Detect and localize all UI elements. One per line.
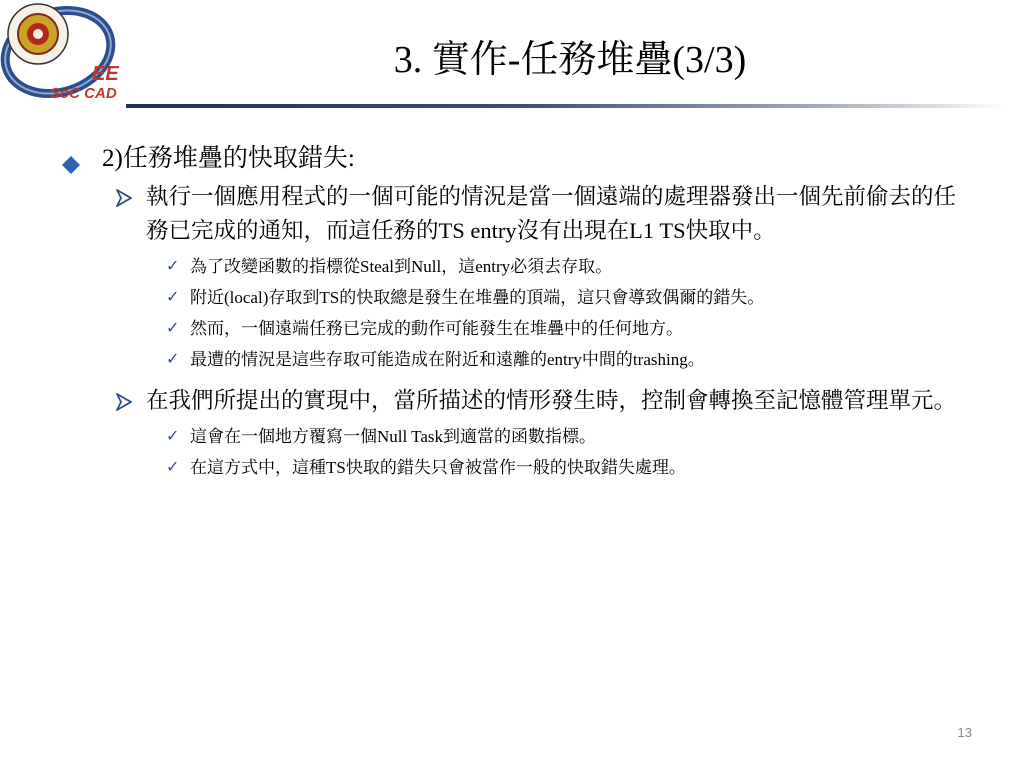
slide-title: 3. 實作-任務堆疊(3/3) xyxy=(393,39,747,81)
diamond-icon xyxy=(62,150,80,168)
ee-soc-cad-logo xyxy=(0,0,122,104)
level3-item xyxy=(62,255,962,279)
checkmark-icon: ✓ xyxy=(166,351,180,368)
arrow-icon xyxy=(116,189,132,210)
level2-item-1 xyxy=(62,180,962,248)
checkmark-icon: ✓ xyxy=(166,459,180,476)
level1-item xyxy=(62,142,962,176)
logo-soc-cad-text: SoC CAD xyxy=(50,85,117,102)
level1-text: 2)任務堆疊的快取錯失: xyxy=(102,145,355,172)
level3-text: 最遭的情況是這些存取可能造成在附近和遠離的entry中間的trashing。 xyxy=(190,350,705,369)
checkmark-icon: ✓ xyxy=(166,289,180,306)
level3-text: 為了改變函數的指標從Steal到Null，這entry必須去存取。 xyxy=(190,257,613,276)
level3-text: 附近(local)存取到TS的快取總是發生在堆疊的頂端，這只會導致偶爾的錯失。 xyxy=(190,288,765,307)
level2-item-2 xyxy=(62,384,962,418)
level2-text: 在我們所提出的實現中，當所描述的情形發生時，控制會轉換至記憶體管理單元。 xyxy=(146,388,957,413)
checkmark-icon: ✓ xyxy=(166,428,180,445)
level3-item xyxy=(62,425,962,449)
level3-text: 這會在一個地方覆寫一個Null Task到適當的函數指標。 xyxy=(190,427,597,446)
checkmark-icon: ✓ xyxy=(166,320,180,337)
slide-content xyxy=(62,142,962,480)
level3-text: 在這方式中，這種TS快取的錯失只會被當作一般的快取錯失處理。 xyxy=(190,458,686,477)
level3-item xyxy=(62,317,962,341)
page-number: 13 xyxy=(957,725,972,740)
title-divider xyxy=(126,104,1008,108)
checkmark-icon: ✓ xyxy=(166,258,180,275)
arrow-icon xyxy=(116,393,132,414)
logo-ee-text: EE xyxy=(92,63,119,85)
level3-text: 然而，一個遠端任務已完成的動作可能發生在堆疊中的任何地方。 xyxy=(190,319,683,338)
level2-text: 執行一個應用程式的一個可能的情況是當一個遠端的處理器發出一個先前偷去的任務已完成的通知，而這任務的TS entry沒有出現在L1 TS快取中。 xyxy=(146,184,957,243)
level3-item xyxy=(62,286,962,310)
level3-item xyxy=(62,348,962,372)
level3-item xyxy=(62,456,962,480)
